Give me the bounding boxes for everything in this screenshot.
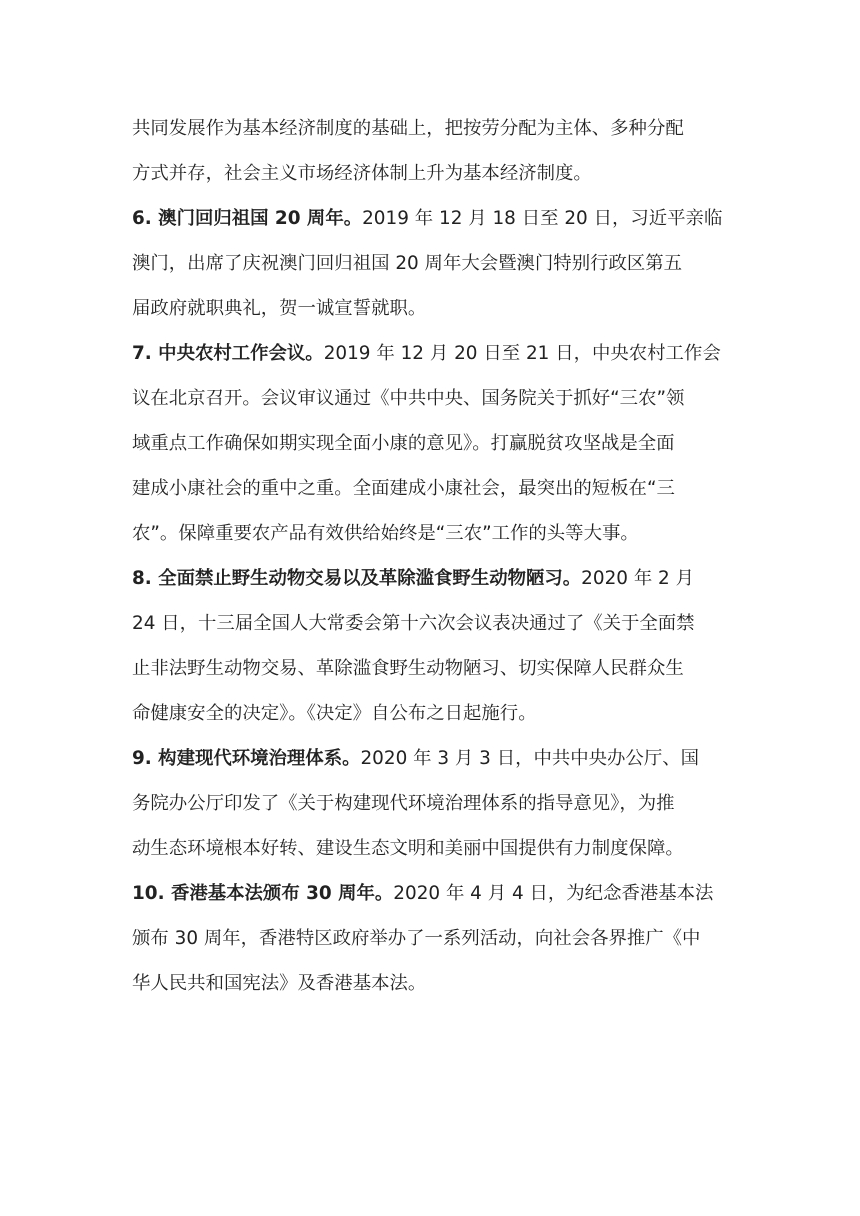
item-7-line: 建成小康社会的重中之重。全面建成小康社会，最突出的短板在“三	[132, 478, 675, 499]
item-7-line: 域重点工作确保如期实现全面小康的意见》。打赢脱贫攻坚战是全面	[132, 433, 675, 454]
item-6-line: 澳门，出席了庆祝澳门回归祖国 20 周年大会暨澳门特别行政区第五	[132, 253, 683, 274]
item-8-text: 2020 年 2 月	[581, 568, 694, 589]
item-9-first-line	[132, 736, 736, 781]
item-7-first-line	[132, 331, 736, 376]
item-8-first-line	[132, 556, 736, 601]
item-8-line: 止非法野生动物交易、革除滥食野生动物陋习、切实保障人民群众生	[132, 658, 684, 679]
item-9-line: 动生态环境根本好转、建设生态文明和美丽中国提供有力制度保障。	[132, 838, 684, 859]
item-8-line: 24 日，十三届全国人大常委会第十六次会议表决通过了《关于全面禁	[132, 613, 695, 634]
item-10-line: 华人民共和国宪法》及香港基本法。	[132, 973, 427, 994]
item-10-first-line	[132, 871, 736, 916]
intro-line: 共同发展作为基本经济制度的基础上，把按劳分配为主体、多种分配	[132, 118, 684, 139]
item-6-heading: 6. 澳门回归祖国 20 周年。	[132, 208, 363, 229]
item-10-text: 2020 年 4 月 4 日，为纪念香港基本法	[393, 883, 714, 904]
item-8-heading: 8. 全面禁止野生动物交易以及革除滥食野生动物陋习。	[132, 568, 582, 589]
item-6-line: 届政府就职典礼，贺一诚宣誓就职。	[132, 298, 427, 319]
item-10-heading: 10. 香港基本法颁布 30 周年。	[132, 883, 394, 904]
item-9-heading: 9. 构建现代环境治理体系。	[132, 748, 361, 769]
item-7-line: 议在北京召开。会议审议通过《中共中央、国务院关于抓好“三农”领	[132, 388, 685, 409]
item-10-line: 颁布 30 周年，香港特区政府举办了一系列活动，向社会各界推广《中	[132, 928, 701, 949]
item-6-first-line	[132, 196, 736, 241]
item-7-heading: 7. 中央农村工作会议。	[132, 343, 324, 364]
item-8-line: 命健康安全的决定》。《决定》自公布之日起施行。	[132, 703, 537, 724]
item-6-text: 2019 年 12 月 18 日至 20 日，习近平亲临	[362, 208, 723, 229]
item-7-line: 农”。保障重要农产品有效供给始终是“三农”工作的头等大事。	[132, 523, 639, 544]
item-9-line: 务院办公厅印发了《关于构建现代环境治理体系的指导意见》，为推	[132, 793, 675, 814]
document-text	[132, 106, 736, 1006]
item-7-text: 2019 年 12 月 20 日至 21 日，中央农村工作会	[323, 343, 721, 364]
intro-line: 方式并存，社会主义市场经济体制上升为基本经济制度。	[132, 163, 592, 184]
item-9-text: 2020 年 3 月 3 日，中共中央办公厅、国	[360, 748, 699, 769]
